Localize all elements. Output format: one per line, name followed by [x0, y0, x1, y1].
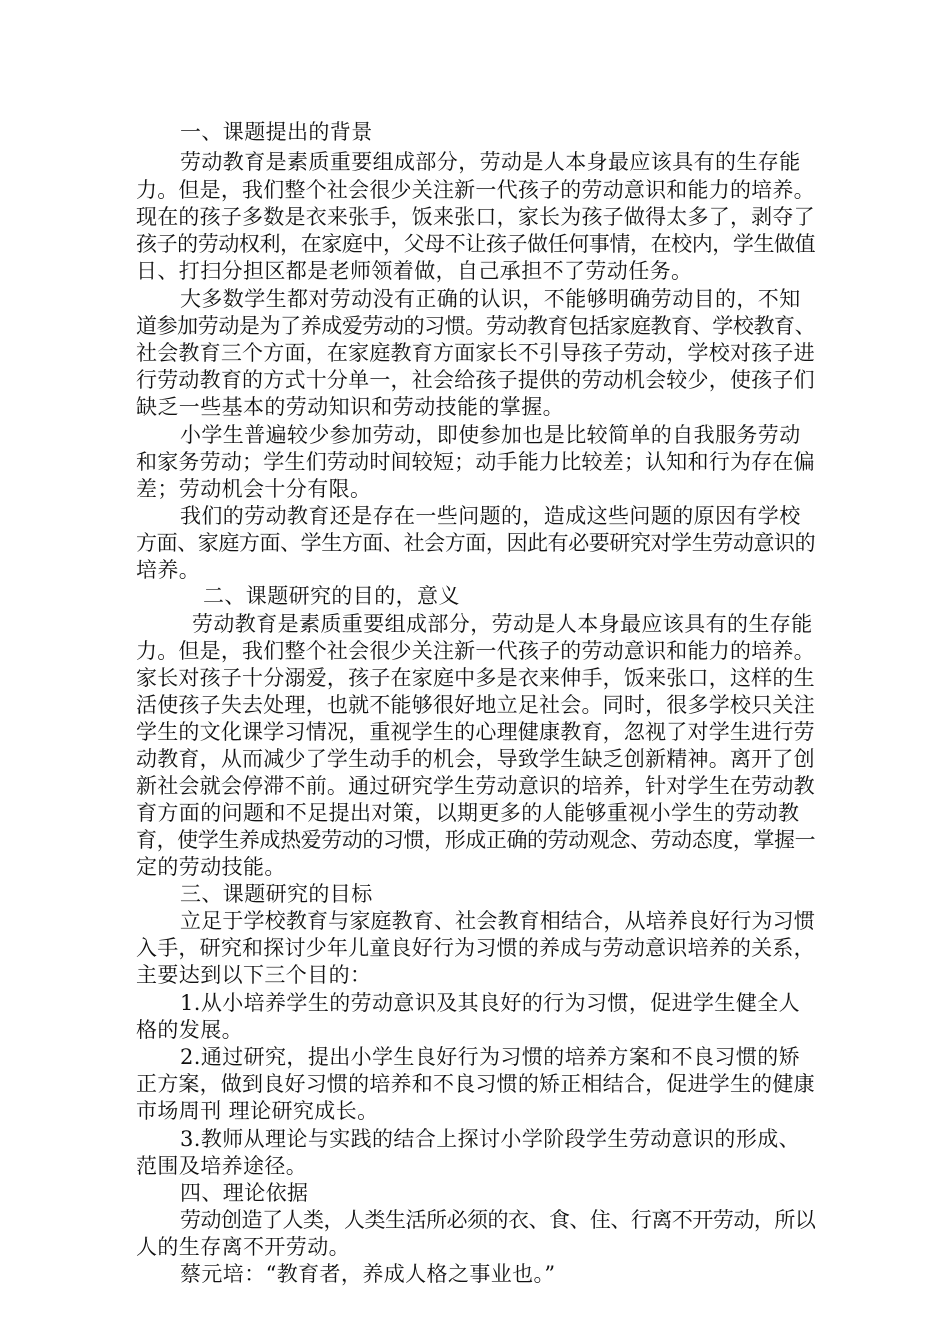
- paragraph-line: 劳动教育是素质重要组成部分，劳动是人本身最应该具有的生存能: [192, 612, 813, 636]
- paragraph-line: 立足于学校教育与家庭教育、社会教育相结合，从培养良好行为习惯: [180, 909, 815, 933]
- paragraph-line: 人的生存离不开劳动。: [136, 1235, 350, 1259]
- heading-theory: 四、理论依据: [180, 1181, 309, 1205]
- paragraph-line: 入手，研究和探讨少年儿童良好行为习惯的养成与劳动意识培养的关系，: [136, 936, 815, 960]
- paragraph-line: 差；劳动机会十分有限。: [136, 477, 372, 501]
- heading-purpose: 二、课题研究的目的，意义: [203, 584, 460, 608]
- list-item-3: 3.教师从理论与实践的结合上探讨小学阶段学生劳动意识的形成、: [180, 1127, 801, 1151]
- paragraph-line: 正方案，做到良好习惯的培养和不良习惯的矫正相结合，促进学生的健康: [136, 1072, 815, 1096]
- paragraph-line: 大多数学生都对劳动没有正确的认识，不能够明确劳动目的，不知: [180, 287, 801, 311]
- paragraph-line: 行劳动教育的方式十分单一，社会给孩子提供的劳动机会较少，使孩子们: [136, 368, 815, 392]
- paragraph-line: 我们的劳动教育还是存在一些问题的，造成这些问题的原因有学校: [180, 504, 801, 528]
- paragraph-line: 和家务劳动；学生们劳动时间较短；动手能力比较差；认知和行为存在偏: [136, 450, 815, 474]
- paragraph-line: 新社会就会停滞不前。通过研究学生劳动意识的培养，针对学生在劳动教: [136, 774, 815, 798]
- paragraph-line: 小学生普遍较少参加劳动，即使参加也是比较简单的自我服务劳动: [180, 423, 801, 447]
- paragraph-line: 范围及培养途径。: [136, 1154, 308, 1178]
- paragraph-line: 主要达到以下三个目的：: [136, 963, 372, 987]
- paragraph-line: 现在的孩子多数是衣来张手，饭来张口，家长为孩子做得太多了，剥夺了: [136, 205, 815, 229]
- paragraph-line: 缺乏一些基本的劳动知识和劳动技能的掌握。: [136, 395, 564, 419]
- paragraph-line: 学生的文化课学习情况，重视学生的心理健康教育，忽视了对学生进行劳: [136, 720, 815, 744]
- paragraph-line: 育，使学生养成热爱劳动的习惯，形成正确的劳动观念、劳动态度，掌握一: [136, 828, 816, 852]
- quote-line: 蔡元培：“教育者，养成人格之事业也。”: [180, 1262, 556, 1286]
- paragraph-line: 市场周刊 理论研究成长。: [136, 1099, 379, 1123]
- list-item-1: 1.从小培养学生的劳动意识及其良好的行为习惯，促进学生健全人: [180, 991, 801, 1015]
- paragraph-line: 孩子的劳动权利，在家庭中，父母不让孩子做任何事情，在校内，学生做值: [136, 232, 816, 256]
- paragraph-line: 社会教育三个方面，在家庭教育方面家长不引导孩子劳动，学校对孩子进: [136, 341, 815, 365]
- paragraph-line: 动教育，从而减少了学生动手的机会，导致学生缺乏创新精神。离开了创: [136, 747, 815, 771]
- list-item-2: 2.通过研究，提出小学生良好行为习惯的培养方案和不良习惯的矫: [180, 1045, 801, 1069]
- paragraph-line: 力。但是，我们整个社会很少关注新一代孩子的劳动意识和能力的培养。: [136, 639, 815, 663]
- paragraph-line: 培养。: [136, 558, 201, 582]
- heading-background: 一、课题提出的背景: [180, 120, 373, 144]
- paragraph-line: 道参加劳动是为了养成爱劳动的习惯。劳动教育包括家庭教育、学校教育、: [136, 314, 816, 338]
- paragraph-line: 活使孩子失去处理，也就不能够很好地立足社会。同时，很多学校只关注: [136, 693, 815, 717]
- paragraph-line: 日、打扫分担区都是老师领着做，自己承担不了劳动任务。: [136, 259, 693, 283]
- paragraph-line: 力。但是，我们整个社会很少关注新一代孩子的劳动意识和能力的培养。: [136, 178, 815, 202]
- paragraph-line: 劳动教育是素质重要组成部分，劳动是人本身最应该具有的生存能: [180, 150, 801, 174]
- paragraph-line: 育方面的问题和不足提出对策，以期更多的人能够重视小学生的劳动教: [136, 801, 800, 825]
- heading-goals: 三、课题研究的目标: [180, 882, 373, 906]
- paragraph-line: 格的发展。: [136, 1018, 243, 1042]
- paragraph-line: 定的劳动技能。: [136, 855, 286, 879]
- paragraph-line: 劳动创造了人类，人类生活所必须的衣、食、住、行离不开劳动，所以: [180, 1208, 816, 1232]
- paragraph-line: 家长对孩子十分溺爱，孩子在家庭中多是衣来伸手，饭来张口，这样的生: [136, 666, 815, 690]
- paragraph-line: 方面、家庭方面、学生方面、社会方面，因此有必要研究对学生劳动意识的: [136, 531, 816, 555]
